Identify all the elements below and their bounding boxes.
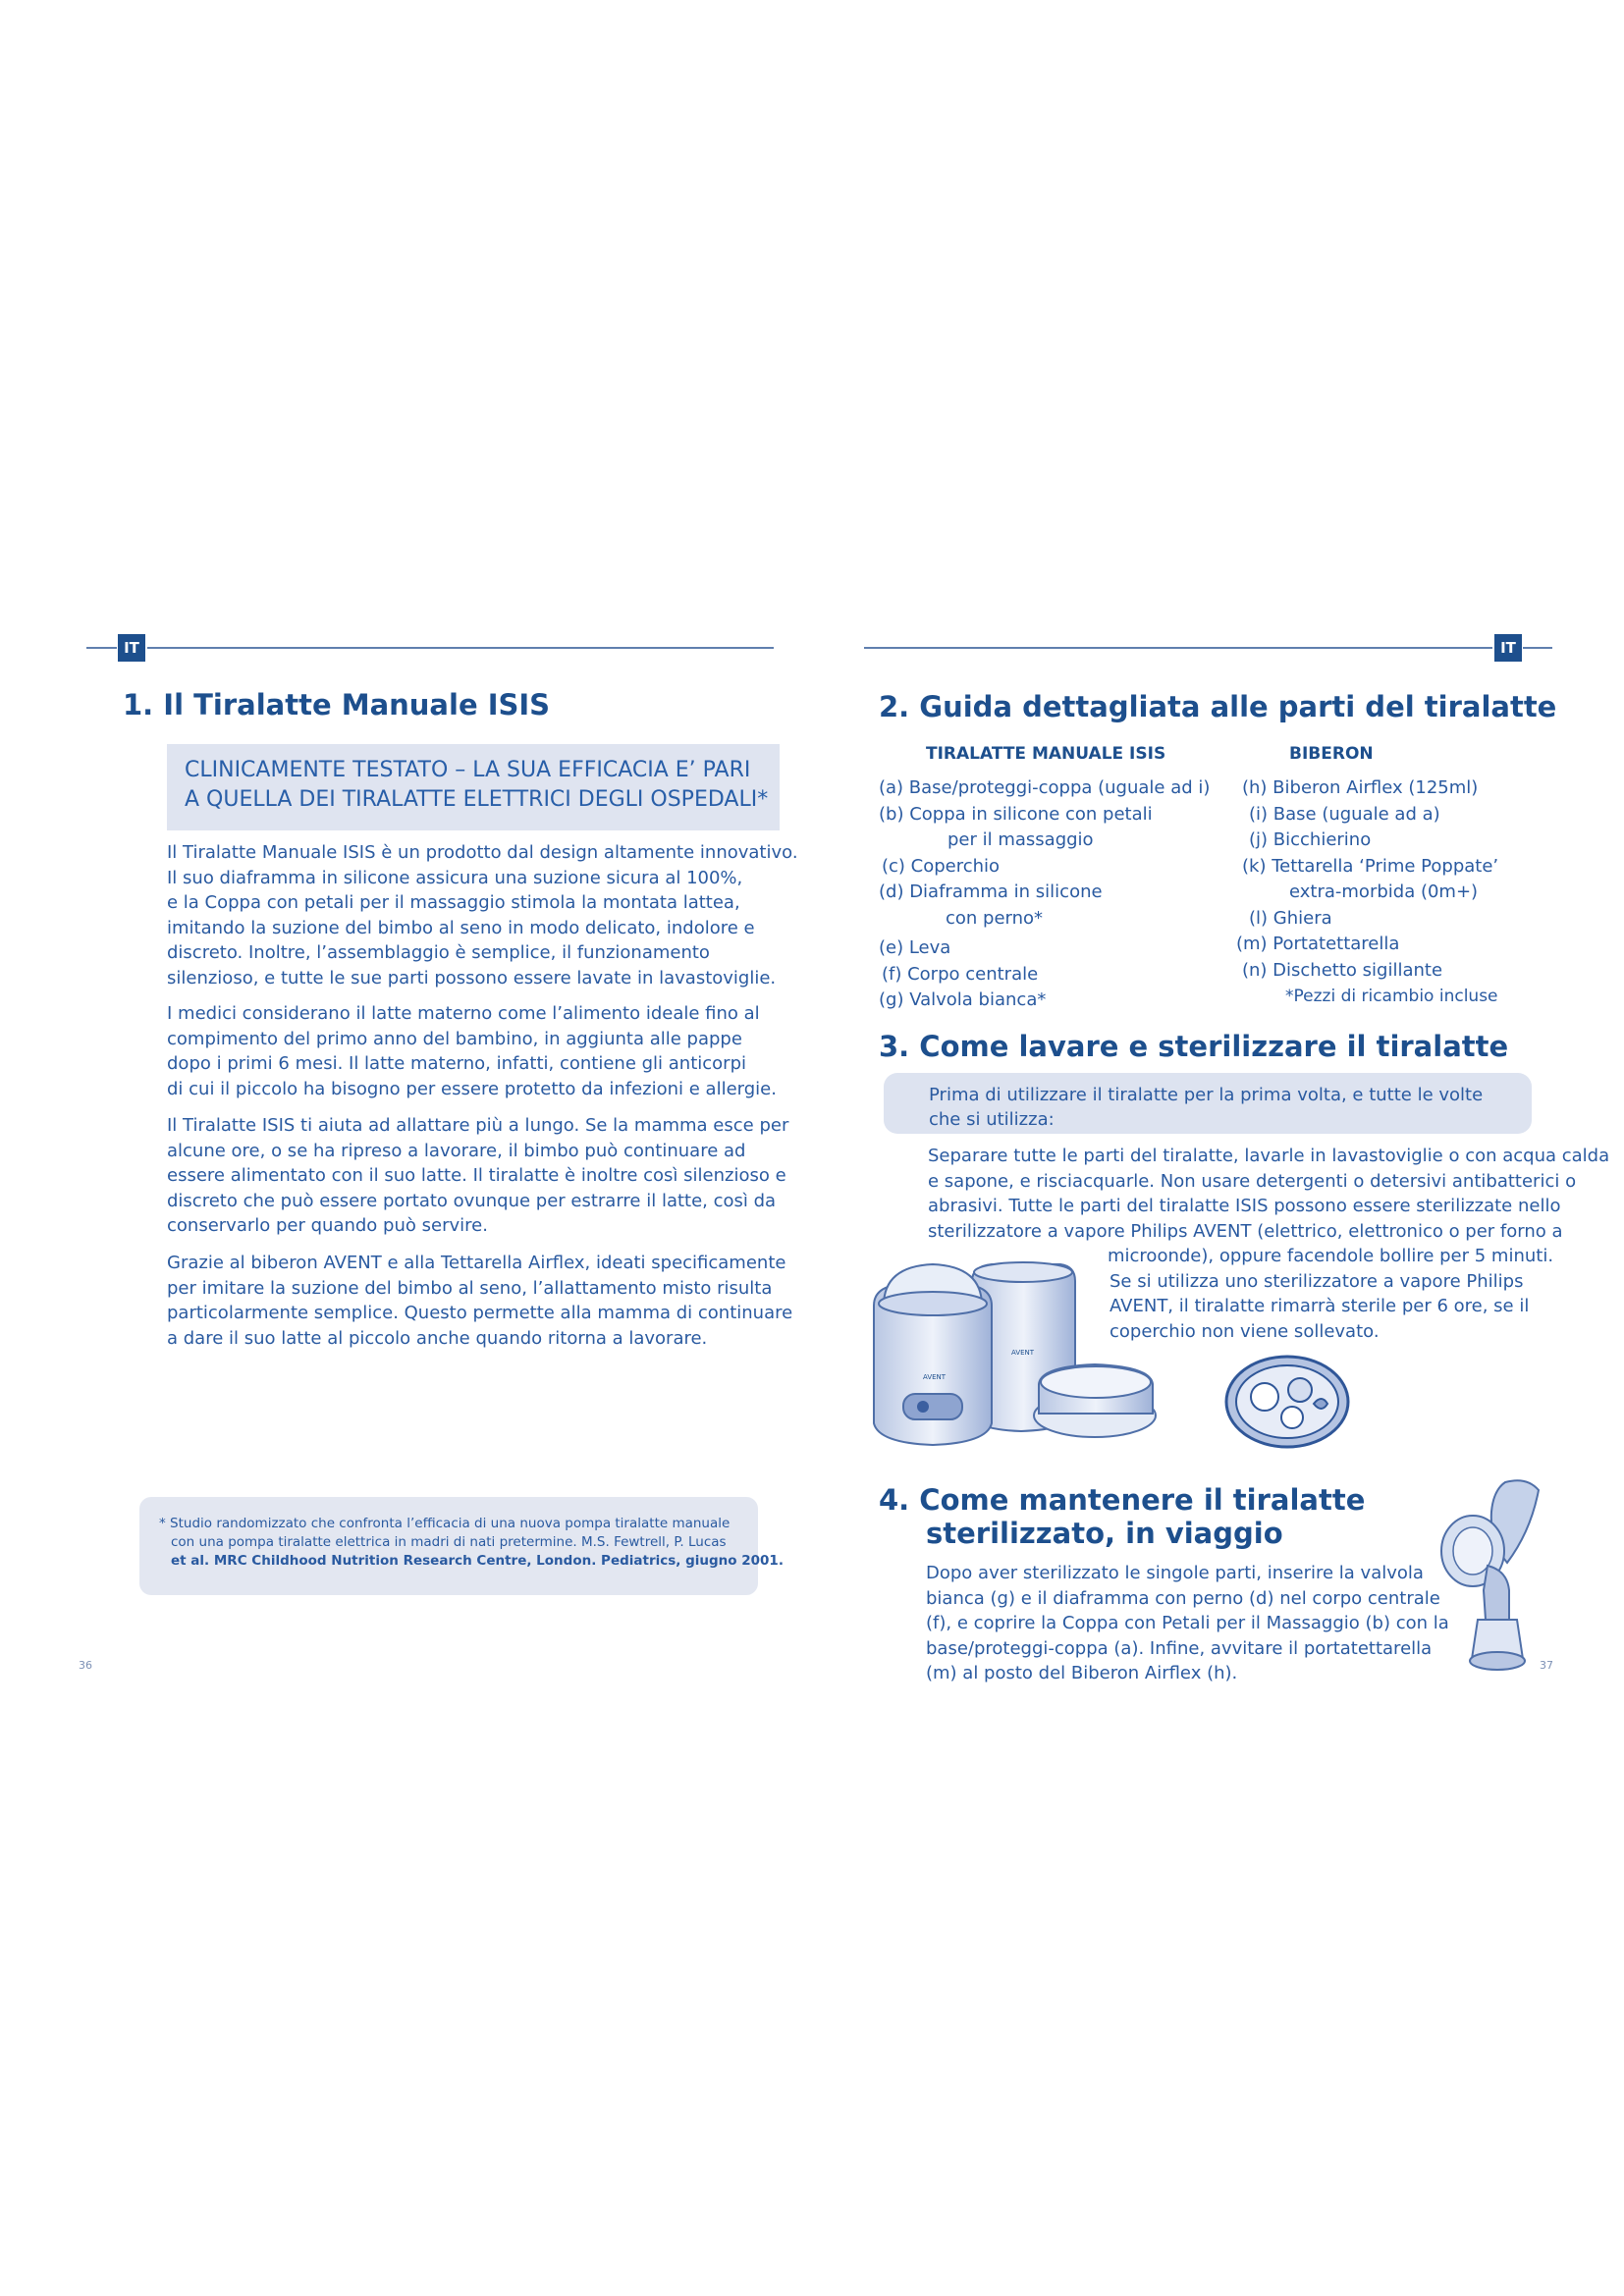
footnote-line: * Studio randomizzato che confronta l’efficacia di una nuova pompa tiralatte manuale	[159, 1516, 731, 1531]
text-line: di cui il piccolo ha bisogno per essere protetto da infezioni e allergie.	[167, 1078, 777, 1099]
part-item: (l) Ghiera	[1249, 907, 1332, 929]
part-item: (a) Base/proteggi-coppa (uguale ad i)	[879, 777, 1211, 798]
text-line: microonde), oppure facendole bollire per 5 minuti.	[1108, 1246, 1554, 1266]
part-item: (h) Biberon Airflex (125ml)	[1242, 777, 1479, 798]
text-line: Il Tiralatte ISIS ti aiuta ad allattare più a lungo. Se la mamma esce per	[167, 1115, 789, 1136]
clinical-callout	[167, 744, 780, 830]
text-line: alcune ore, o se ha ripreso a lavorare, il bimbo può continuare ad	[167, 1140, 746, 1161]
text-line: Il suo diaframma in silicone assicura una suzione sicura al 100%,	[167, 867, 743, 888]
study-footnote	[139, 1497, 784, 1595]
part-item: (n) Dischetto sigillante	[1242, 959, 1443, 981]
sterilizer-brand-label: AVENT	[1011, 1349, 1035, 1357]
intro-paragraph	[167, 840, 798, 990]
sterilizer-brand-label: AVENT	[923, 1373, 947, 1381]
pump-parts-list	[879, 775, 1210, 1014]
text-line: I medici considerano il latte materno come l’alimento ideale fino al	[167, 1003, 760, 1024]
part-item: (j) Bicchierino	[1249, 829, 1372, 850]
sterilizer-tray-illustration	[1223, 1353, 1351, 1451]
header-rule-left	[86, 647, 117, 649]
part-item: (k) Tettarella ‘Prime Poppate’	[1242, 855, 1499, 877]
text-line: discreto. Inoltre, l’assemblaggio è semplice, il funzionamento	[167, 942, 710, 963]
bottle-parts-list	[1236, 775, 1499, 1010]
text-line: bianca (g) e il diaframma con perno (d) nel corpo centrale	[926, 1587, 1440, 1609]
text-line: (f), e coprire la Coppa con Petali per il Massaggio (b) con la	[926, 1613, 1449, 1633]
text-line: Dopo aver sterilizzato le singole parti, inserire la valvola	[926, 1563, 1424, 1583]
header-rule-right-long	[864, 647, 1492, 649]
left-page-title: 1. Il Tiralatte Manuale ISIS	[123, 688, 551, 721]
text-line: coperchio non viene sollevato.	[1110, 1320, 1380, 1342]
part-item: (e) Leva	[879, 937, 951, 958]
text-line: essere alimentato con il suo latte. Il tiralatte è inoltre così silenzioso e	[167, 1165, 786, 1186]
language-tag-right: IT	[1494, 634, 1522, 662]
breast-pump-illustration	[1429, 1472, 1556, 1683]
footnote-line: et al. MRC Childhood Nutrition Research Centre, London. Pediatrics, giugno 2001.	[171, 1553, 784, 1569]
text-line: particolarmente semplice. Questo permette alla mamma di continuare	[167, 1303, 793, 1323]
section-4-title-line1: 4. Come mantenere il tiralatte	[879, 1483, 1366, 1517]
language-tag-left: IT	[118, 634, 145, 662]
section-4-title-line2: sterilizzato, in viaggio	[926, 1517, 1283, 1550]
steam-sterilizers-illustration	[864, 1247, 1159, 1453]
section-3-title: 3. Come lavare e sterilizzare il tiralatte	[879, 1030, 1509, 1063]
mixed-feeding-paragraph	[167, 1251, 792, 1351]
text-line: e sapone, e risciacquarle. Non usare detergenti o detersivi antibatterici o	[928, 1170, 1577, 1192]
text-line: sterilizzatore a vapore Philips AVENT (elettrico, elettronico o per forno a	[928, 1220, 1563, 1242]
header-rule-right	[1523, 647, 1552, 649]
text-line: e la Coppa con petali per il massaggio stimola la montata lattea,	[167, 892, 740, 913]
text-line: AVENT, il tiralatte rimarrà sterile per 6 ore, se il	[1110, 1296, 1530, 1316]
text-line: (m) al posto del Biberon Airflex (h).	[926, 1663, 1238, 1683]
text-line: abrasivi. Tutte le parti del tiralatte ISIS possono essere sterilizzate nello	[928, 1196, 1561, 1216]
part-item: per il massaggio	[947, 829, 1094, 850]
page-number-left: 36	[79, 1659, 92, 1672]
part-item: extra-morbida (0m+)	[1289, 881, 1479, 902]
part-item: (m) Portatettarella	[1236, 934, 1400, 954]
text-line: discreto che può essere portato ovunque per estrarre il latte, così da	[167, 1190, 777, 1211]
parts-column-heading: TIRALATTE MANUALE ISIS	[926, 744, 1166, 764]
part-item: (b) Coppa in silicone con petali	[879, 803, 1153, 825]
text-line: silenzioso, e tutte le sue parti possono essere lavate in lavastoviglie.	[167, 967, 777, 988]
bottle-column-heading: BIBERON	[1289, 744, 1374, 764]
callout-line: CLINICAMENTE TESTATO – LA SUA EFFICACIA E’ PARI	[185, 758, 751, 782]
section-3-side-text	[1110, 1244, 1553, 1344]
footnote-line: con una pompa tiralatte elettrica in madri di nati pretermine. M.S. Fewtrell, P. Lucas	[171, 1534, 727, 1550]
page-number-right: 37	[1540, 1659, 1553, 1672]
breastmilk-paragraph	[167, 1001, 777, 1101]
callout-line: A QUELLA DEI TIRALATTE ELETTRICI DEGLI OSPEDALI*	[185, 787, 769, 812]
section-3-text	[928, 1144, 1609, 1244]
text-line: Grazie al biberon AVENT e alla Tettarella Airflex, ideati specificamente	[167, 1253, 786, 1273]
part-item: *Pezzi di ricambio incluse	[1285, 987, 1498, 1006]
text-line: base/proteggi-coppa (a). Infine, avvitare il portatettarella	[926, 1637, 1433, 1659]
part-item: (g) Valvola bianca*	[879, 989, 1047, 1010]
part-item: (d) Diaframma in silicone	[879, 881, 1103, 902]
text-line: Separare tutte le parti del tiralatte, lavarle in lavastoviglie o con acqua calda	[928, 1146, 1610, 1166]
header-rule-left-long	[147, 647, 774, 649]
part-item: con perno*	[946, 907, 1044, 929]
text-line: Il Tiralatte Manuale ISIS è un prodotto dal design altamente innovativo.	[167, 842, 798, 863]
part-item: (i) Base (uguale ad a)	[1249, 803, 1440, 825]
text-line: Se si utilizza uno sterilizzatore a vapore Philips	[1110, 1270, 1524, 1292]
section-3-intro-box	[884, 1073, 1532, 1134]
longer-breastfeeding-paragraph	[167, 1113, 788, 1239]
section-2-title: 2. Guida dettagliata alle parti del tiralatte	[879, 690, 1557, 723]
text-line: dopo i primi 6 mesi. Il latte materno, infatti, contiene gli anticorpi	[167, 1053, 747, 1074]
box-line: Prima di utilizzare il tiralatte per la prima volta, e tutte le volte	[929, 1085, 1484, 1105]
text-line: imitando la suzione del bimbo al seno in modo delicato, indolore e	[167, 917, 755, 938]
text-line: conservarlo per quando può servire.	[167, 1215, 488, 1236]
text-line: per imitare la suzione del bimbo al seno, l’allattamento misto risulta	[167, 1277, 773, 1299]
part-item: (c) Coperchio	[882, 855, 1001, 877]
section-4-text	[926, 1561, 1449, 1686]
text-line: a dare il suo latte al piccolo anche quando ritorna a lavorare.	[167, 1327, 708, 1349]
part-item: (f) Corpo centrale	[882, 963, 1039, 985]
text-line: compimento del primo anno del bambino, in aggiunta alle pappe	[167, 1028, 742, 1049]
box-line: che si utilizza:	[929, 1109, 1055, 1130]
